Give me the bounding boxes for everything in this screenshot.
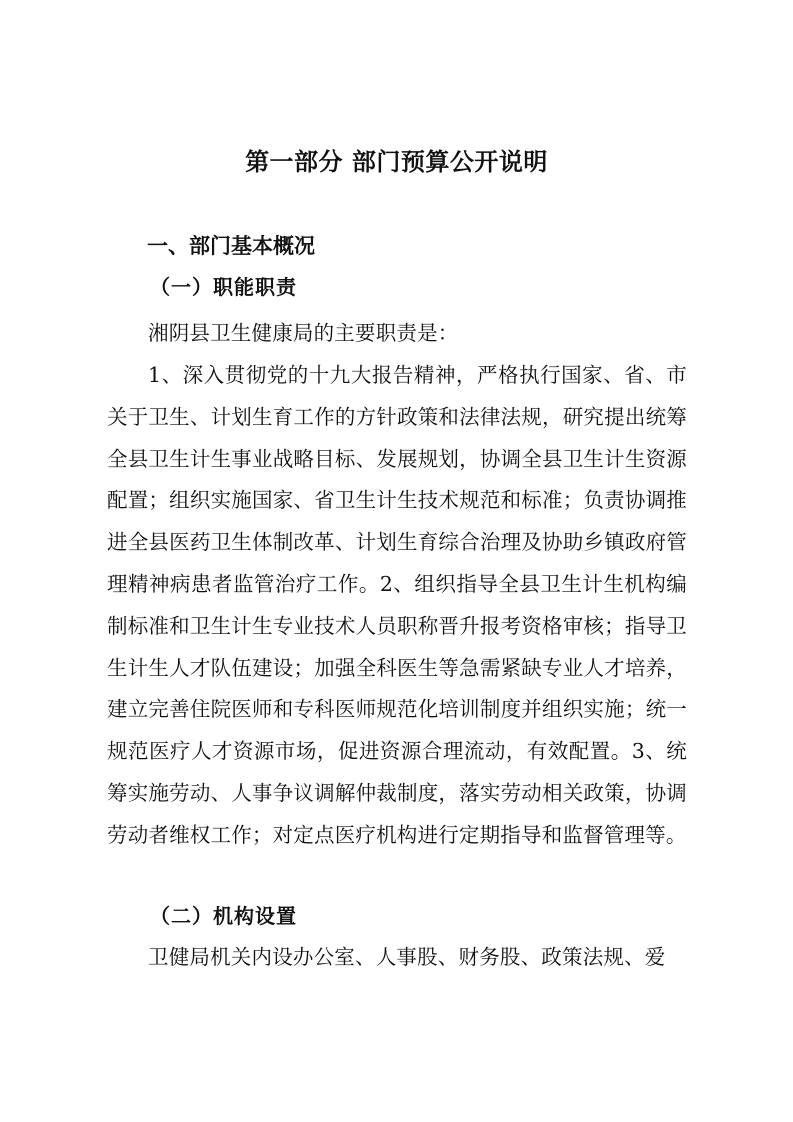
page-title: 第一部分 部门预算公开说明 — [245, 147, 548, 176]
organization-paragraph: 卫健局机关内设办公室、人事股、财务股、政策法规、爱 — [148, 945, 666, 969]
section-heading-basic-overview: 一、部门基本概况 — [147, 233, 315, 258]
duties-paragraph: 1、深入贯彻党的十九大报告精神，严格执行国家、省、市关于卫生、计划生育工作的方针政策和法律法规，研究提出统筹全县卫生计生事业战略目标、发展规划，协调全县卫生计生资源配置；组织实施国家、省卫生计生技术规范和标准；负责协调推进全县医药卫生体制改革、计划生育综合治理及协助乡镇政府管理精神病患者监管治疗工作。2、组织指导全县卫生计生机构编制标准和卫生计生专业技术人员职称晋升报考资格审核；指导卫生计生人才队伍建设；加强全科医生等急需紧缺专业人才培养，建立完善住院医师和专科医师规范化培训制度并组织实施；统一规范医疗人才资源市场，促进资源合理流动，有效配置。3、统筹实施劳动、人事争议调解仲裁制度，落实劳动相关政策，协调劳动者维权工作；对定点医疗机构进行定期指导和监督管理等。 — [107, 363, 687, 847]
duties-intro-paragraph: 湘阴县卫生健康局的主要职责是： — [148, 321, 459, 345]
subsection-heading-duties: （一）职能职责 — [150, 275, 297, 299]
subsection-heading-organization: （二）机构设置 — [150, 904, 297, 928]
